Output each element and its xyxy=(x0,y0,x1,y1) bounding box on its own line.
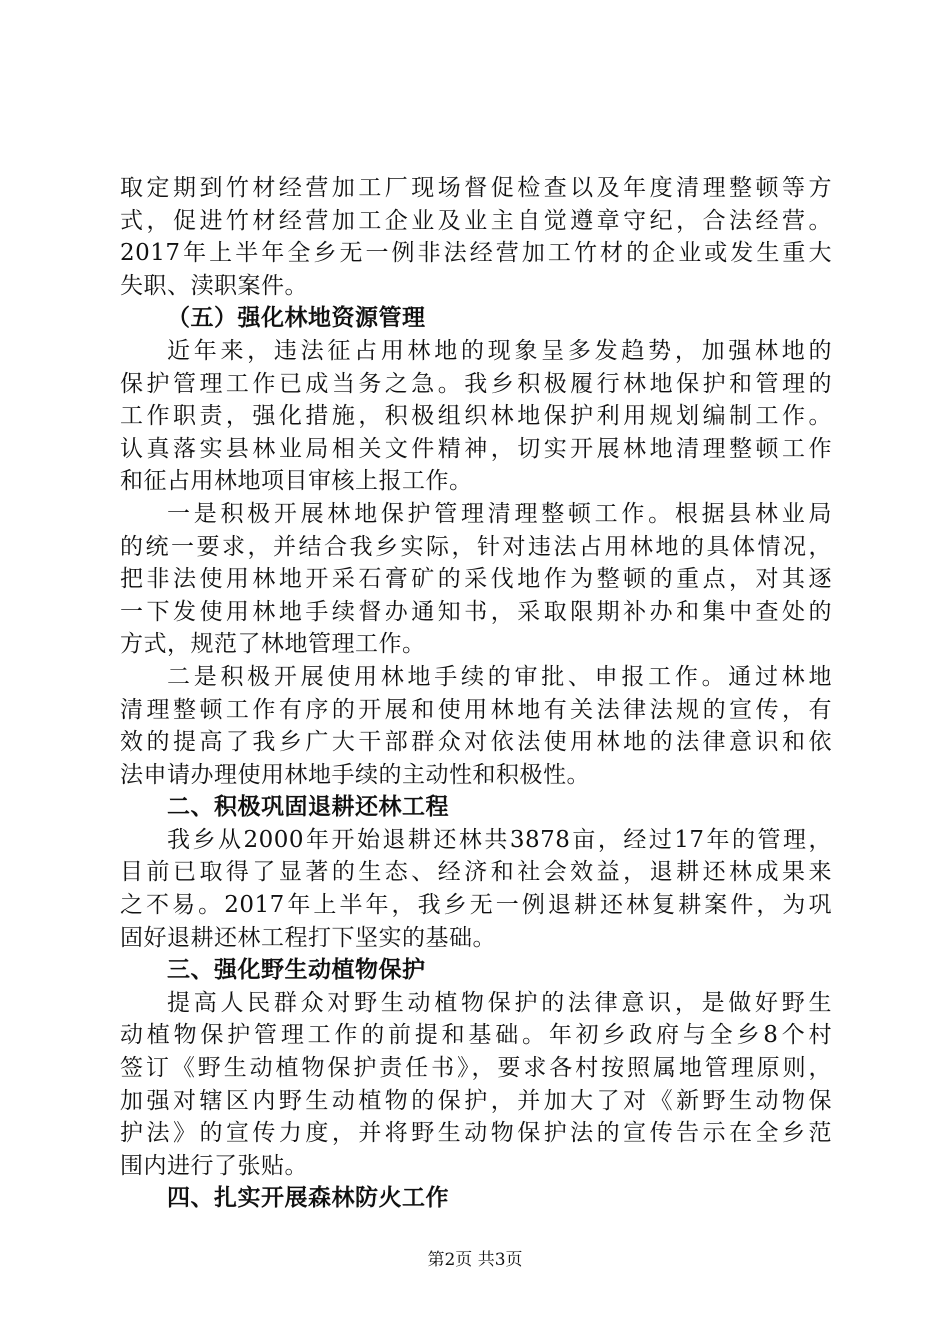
paragraph-first-line: 一是积极开展林地保护管理清理整顿工作。根据县林业局 xyxy=(167,500,832,527)
paragraph-line: 认真落实县林业局相关文件精神，切实开展林地清理整顿工作 xyxy=(120,435,832,462)
section-heading: 四、扎实开展森林防火工作 xyxy=(167,1185,449,1212)
paragraph-last-line: 和征占用林地项目审核上报工作。 xyxy=(120,468,473,495)
paragraph-first-line: 二是积极开展使用林地手续的审批、申报工作。通过林地 xyxy=(167,663,832,690)
paragraph-line: 式，促进竹材经营加工企业及业主自觉遵章守纪，合法经营。 xyxy=(120,207,832,234)
section-heading: （五）强化林地资源管理 xyxy=(167,305,426,332)
paragraph-line: 工作职责，强化措施，积极组织林地保护利用规划编制工作。 xyxy=(120,403,832,430)
paragraph-last-line: 围内进行了张贴。 xyxy=(120,1152,308,1179)
paragraph-line: 目前已取得了显著的生态、经济和社会效益，退耕还林成果来 xyxy=(120,859,832,886)
paragraph-line: 清理整顿工作有序的开展和使用林地有关法律法规的宣传，有 xyxy=(120,696,832,723)
page-footer: 第2页 共3页 xyxy=(427,1250,523,1270)
paragraph-last-line: 固好退耕还林工程打下坚实的基础。 xyxy=(120,924,496,951)
paragraph-line: 加强对辖区内野生动植物的保护，并加大了对《新野生动物保 xyxy=(120,1087,832,1114)
paragraph-line: 护法》的宣传力度，并将野生动物保护法的宣传告示在全乡范 xyxy=(120,1120,832,1147)
paragraph-last-line: 失职、渎职案件。 xyxy=(120,272,308,299)
paragraph-line: 把非法使用林地开采石膏矿的采伐地作为整顿的重点，对其逐 xyxy=(120,566,832,593)
paragraph-first-line: 近年来，违法征占用林地的现象呈多发趋势，加强林地的 xyxy=(167,337,832,364)
document-body xyxy=(120,172,832,1215)
paragraph-line: 一下发使用林地手续督办通知书，采取限期补办和集中查处的 xyxy=(120,598,832,625)
paragraph-first-line: 我乡从2000年开始退耕还林共3878亩，经过17年的管理， xyxy=(167,826,832,853)
paragraph-line: 签订《野生动植物保护责任书》，要求各村按照属地管理原则， xyxy=(120,1055,832,1082)
paragraph-line: 之不易。2017年上半年，我乡无一例退耕还林复耕案件，为巩 xyxy=(120,892,832,919)
section-heading: 三、强化野生动植物保护 xyxy=(167,957,426,984)
paragraph-line: 2017年上半年全乡无一例非法经营加工竹材的企业或发生重大 xyxy=(120,240,832,267)
paragraph-first-line: 提高人民群众对野生动植物保护的法律意识，是做好野生 xyxy=(167,989,832,1016)
paragraph-line: 取定期到竹材经营加工厂现场督促检查以及年度清理整顿等方 xyxy=(120,175,832,201)
paragraph-line: 的统一要求，并结合我乡实际，针对违法占用林地的具体情况， xyxy=(120,533,832,560)
paragraph-last-line: 方式，规范了林地管理工作。 xyxy=(120,631,426,658)
paragraph-line: 保护管理工作已成当务之急。我乡积极履行林地保护和管理的 xyxy=(120,370,832,397)
paragraph-last-line: 法申请办理使用林地手续的主动性和积极性。 xyxy=(120,761,590,788)
section-heading: 二、积极巩固退耕还林工程 xyxy=(167,794,449,821)
paragraph-line: 动植物保护管理工作的前提和基础。年初乡政府与全乡8个村 xyxy=(120,1022,832,1049)
paragraph-line: 效的提高了我乡广大干部群众对依法使用林地的法律意识和依 xyxy=(120,729,832,756)
